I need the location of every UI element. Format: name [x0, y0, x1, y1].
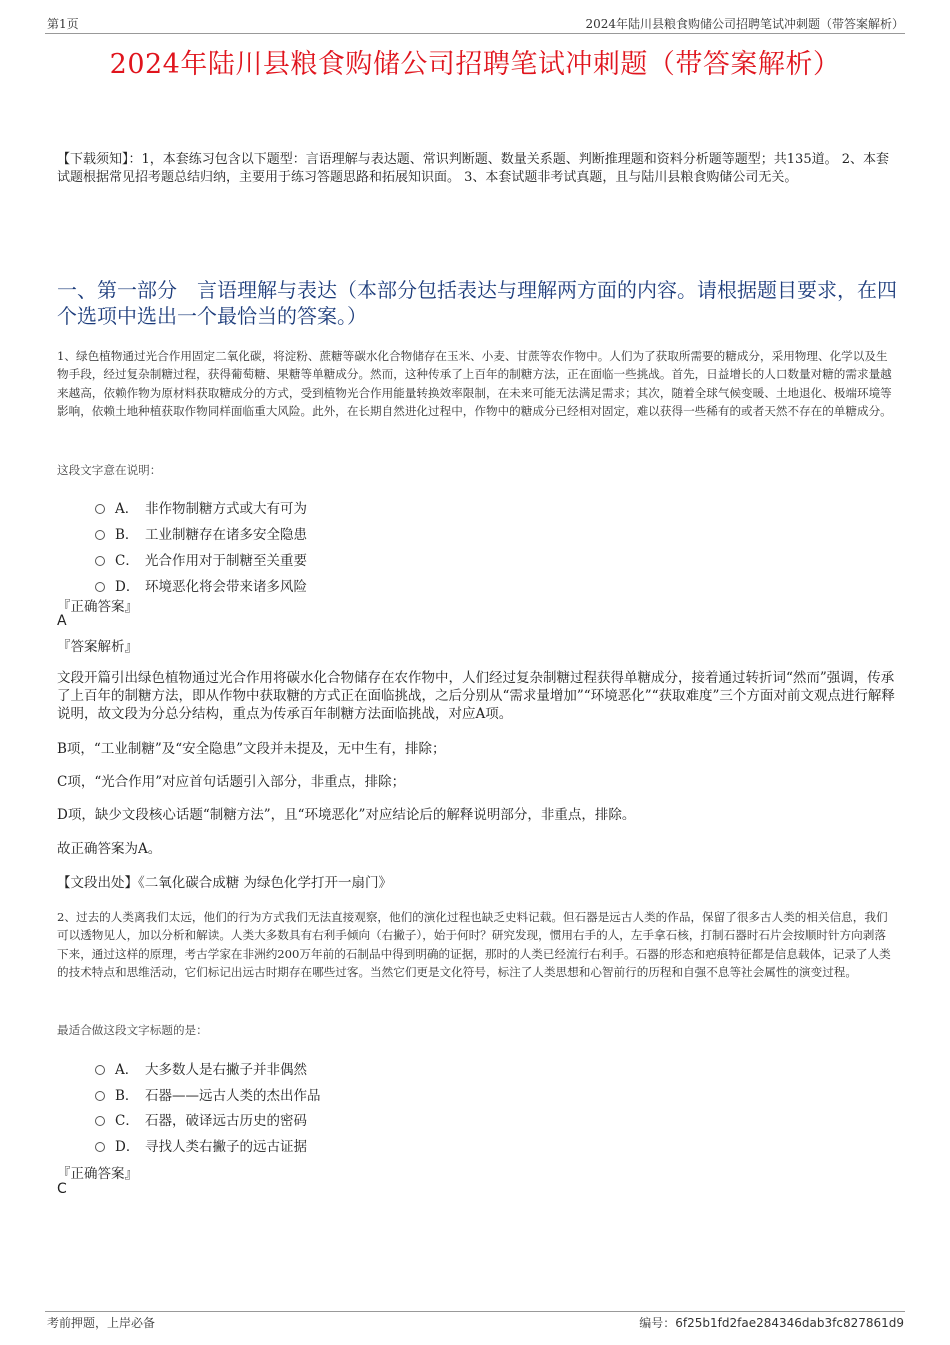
radio-icon[interactable] [95, 582, 105, 592]
radio-icon[interactable] [95, 1116, 105, 1126]
option-letter: A． [115, 1062, 139, 1078]
option-text: 大多数人是右撇子并非偶然 [145, 1062, 307, 1078]
option-letter: B． [115, 527, 139, 543]
option-letter: D． [115, 1139, 140, 1155]
question-1-answer: A [57, 613, 67, 629]
option-text: 石器——远古人类的杰出作品 [145, 1088, 321, 1104]
question-1-text: 1、绿色植物通过光合作用固定二氧化碳，将淀粉、蔗糖等碳水化合物储存在玉米、小麦、甘蔗等农作物中。人们为了获取所需要的糖成分，采用物理、化学以及生物手段，经过复杂制糖过程，获得葡萄糖、果糖等单糖成分。然而，这种传承了上百年的制糖方法，正在面临一些挑战。首先，日益增长的人口数量对糖的需求量越来越高，依赖作物为原材料获取糖成分的方式，受到植物光合作用能量转换效率限制，在未来可能无法满足需求；其次，随着全球气候变暖、土地退化、极端环境等影响，依赖土地种植获取作物同样面临重大风险。此外，在长期自然进化过程中，作物中的糖成分已经相对固定，难以获得一些稀有的或者天然不存在的单糖成分。 [57, 349, 892, 418]
question-2-answer-label: 『正确答案』 [57, 1166, 138, 1182]
option-letter: C． [115, 1113, 139, 1129]
footer-code-label: 编号： [639, 1316, 676, 1330]
page-number: 第1页 [47, 17, 79, 31]
option-text: 工业制糖存在诸多安全隐患 [145, 527, 307, 543]
radio-icon[interactable] [95, 1142, 105, 1152]
question-1-analysis-c: C项，“光合作用”对应首句话题引入部分，非重点，排除； [57, 774, 406, 790]
question-1-source: 【文段出处】《二氧化碳合成糖 为绿色化学打开一扇门》 [57, 875, 393, 891]
header-doc-title: 2024年陆川县粮食购储公司招聘笔试冲刺题（带答案解析） [585, 17, 904, 31]
option-text: 环境恶化将会带来诸多风险 [145, 579, 307, 595]
question-2-text: 2、过去的人类离我们太远，他们的行为方式我们无法直接观察，他们的演化过程也缺乏史料记载。但石器是远古人类的作品，保留了很多古人类的相关信息，我们可以透物见人，加以分析和解读。人类大多数具有右利手倾向（右撇子），始于何时？研究发现，惯用右手的人，左手拿石核，打制石器时石片会按顺时针方向剥落下来，通过这样的原理，考古学家在非洲约200万年前的石制品中得到明确的证据，那时的人类已经流行右利手。石器的形态和疤痕特征都是信息载体，记录了人类的技术特点和思维活动，它们标记出远古时期存在哪些过客。当然它们更是文化符号，标注了人类思想和心智前行的历程和自强不息等社会属性的演变过程。 [57, 910, 891, 979]
question-2-answer: C [57, 1181, 67, 1197]
footer-code-value: 6f25b1fd2fae284346dab3fc827861d9 [675, 1316, 904, 1330]
question-1-analysis-d: D项，缺少文段核心话题“制糖方法”，且“环境恶化”对应结论后的解释说明部分，非重点，排除。 [57, 807, 636, 823]
question-1-analysis-conclusion: 故正确答案为A。 [57, 841, 162, 857]
question-1-option-c[interactable] [95, 549, 307, 569]
question-1-analysis-label: 『答案解析』 [57, 639, 138, 655]
option-text: 非作物制糖方式或大有可为 [145, 501, 307, 517]
question-1-option-a[interactable] [95, 497, 307, 517]
radio-icon[interactable] [95, 530, 105, 540]
footer-divider [45, 1311, 905, 1312]
section-heading: 一、第一部分 言语理解与表达（本部分包括表达与理解两方面的内容。请根据题目要求，在四个选项中选出一个最恰当的答案。） [57, 278, 897, 328]
option-letter: B． [115, 1088, 139, 1104]
footer-slogan: 考前押题，上岸必备 [47, 1316, 156, 1330]
radio-icon[interactable] [95, 1091, 105, 1101]
option-text: 光合作用对于制糖至关重要 [145, 553, 307, 569]
question-2-option-b[interactable] [95, 1084, 321, 1104]
option-text: 石器，破译远古历史的密码 [145, 1113, 307, 1129]
option-letter: D． [115, 579, 140, 595]
option-letter: A． [115, 501, 139, 517]
question-1-option-d[interactable] [95, 575, 307, 595]
option-letter: C． [115, 553, 139, 569]
question-1-analysis-b: B项，“工业制糖”及“安全隐患”文段并未提及，无中生有，排除； [57, 741, 446, 757]
radio-icon[interactable] [95, 504, 105, 514]
question-2-prompt: 最适合做这段文字标题的是： [57, 1023, 208, 1037]
header-divider [45, 33, 905, 34]
footer-code [639, 1314, 904, 1331]
radio-icon[interactable] [95, 1065, 105, 1075]
download-notice: 【下载须知】：1，本套练习包含以下题型：言语理解与表达题、常识判断题、数量关系题、判断推理题和资料分析题等题型；共135道。 2、本套试题根据常见招考题总结归纳，主要用于练习答题思路和拓展知识面。 3、本套试题非考试真题，且与陆川县粮食购储公司无关。 [57, 152, 889, 185]
page-title: 2024年陆川县粮食购储公司招聘笔试冲刺题（带答案解析） [109, 49, 841, 80]
question-1-analysis-main: 文段开篇引出绿色植物通过光合作用将碳水化合物储存在农作物中，人们经过复杂制糖过程获得单糖成分，接着通过转折词“然而”强调，传承了上百年的制糖方法，即从作物中获取糖的方式正在面临挑战，之后分别从“需求量增加”“环境恶化”“获取难度”三个方面对前文观点进行解释说明，故文段为分总分结构，重点为传承百年制糖方法面临挑战，对应A项。 [57, 670, 895, 722]
question-1-prompt: 这段文字意在说明： [57, 463, 162, 477]
question-2-option-a[interactable] [95, 1058, 307, 1078]
question-1-answer-label: 『正确答案』 [57, 599, 138, 615]
radio-icon[interactable] [95, 556, 105, 566]
question-2-option-c[interactable] [95, 1109, 307, 1129]
question-2-option-d[interactable] [95, 1135, 307, 1155]
option-text: 寻找人类右撇子的远古证据 [145, 1139, 307, 1155]
question-1-option-b[interactable] [95, 523, 307, 543]
